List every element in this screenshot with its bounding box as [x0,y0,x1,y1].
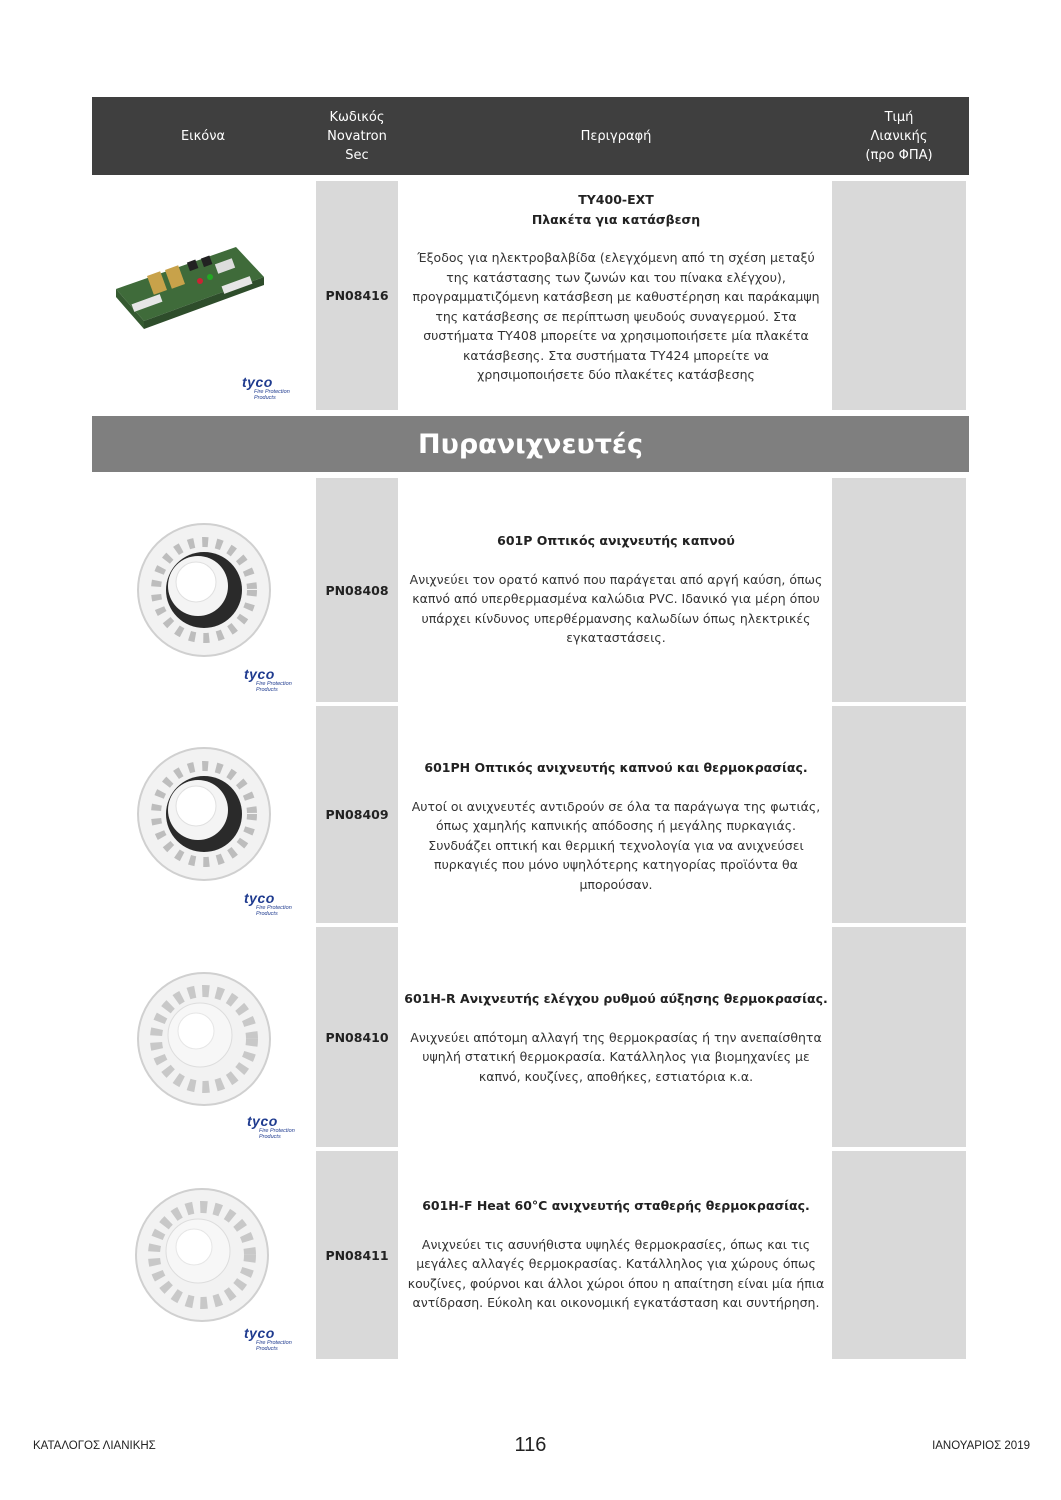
header-code: Κωδικός Novatron Sec [327,109,387,163]
page-number: 116 [514,1434,547,1456]
table-header [92,97,969,175]
product-image-cell [92,706,314,923]
product-price [832,1151,966,1359]
tyco-logo: tyco Fire Protection Products [244,890,292,917]
product-text: Ανιχνεύει τις ασυνήθιστα υψηλές θερμοκρασίες, όπως και τις μεγάλες αλλαγές θερμοκρασίας. Κατάλληλος για χώρους όπως κουζίνες, φούρνοι και άλλοι χώροι όπου η απαίτηση είναι μία ήπια αντίδραση. Εύκολη και οικονομική εγκατάσταση και συντήρηση. [407,1236,825,1310]
product-row [92,1151,969,1359]
product-code: PN08408 [316,478,398,702]
product-text: Ανιχνεύει τον ορατό καπνό που παράγεται από αργή καύση, όπως καπνό από υπερθερμασμένα καλώδια PVC. Ιδανικό για μέρη όπου υπάρχει κίνδυνος υπερθέρμανσης καλωδίων όπως ηλεκτρικές εγκαταστάσεις. [409,571,823,645]
product-subtitle: Πλακέτα για κατάσβεση [531,211,701,227]
product-price [832,181,966,410]
product-code: PN08410 [316,927,398,1147]
header-price: Τιμή Λιανικής (προ ΦΠΑ) [865,109,933,163]
product-row [92,181,969,410]
product-code: PN08411 [316,1151,398,1359]
product-row [92,927,969,1147]
footer-catalog-label: ΚΑΤΑΛΟΓΟΣ ΛΙΑΝΙΚΗΣ [33,1440,156,1452]
tyco-logo: tyco Fire Protection Products [244,1325,292,1352]
product-description [400,927,832,1147]
tyco-logo: tyco Fire Protection Products [247,1113,295,1140]
product-row [92,478,969,702]
tyco-logo: tyco Fire Protection Products [244,666,292,693]
product-title: 601P Οπτικός ανιχνευτής καπνού [497,533,735,548]
header-description: Περιγραφή [580,128,652,144]
product-description [400,1151,832,1359]
footer-date: ΙΑΝΟΥΑΡΙΟΣ 2019 [932,1440,1030,1452]
product-code: PN08409 [316,706,398,923]
heat-detector-image [92,927,314,1147]
product-image-cell [92,478,314,702]
section-title: Πυρανιχνευτές [92,416,969,472]
product-price [832,927,966,1147]
product-title: 601H-R Ανιχνευτής ελέγχου ρυθμού αύξησης θερμοκρασίας. [404,991,828,1006]
smoke-heat-detector-image [92,706,314,923]
product-description [400,478,832,702]
product-title: TY400-EXT [578,192,654,207]
product-code: PN08416 [316,181,398,410]
product-row [92,706,969,923]
product-image-cell [92,927,314,1147]
product-title: 601H-F Heat 60°C ανιχνευτής σταθερής θερμοκρασίας. [422,1198,810,1213]
tyco-logo: tyco Fire Protection Products [242,374,290,401]
product-image-cell [92,1151,314,1359]
product-price [832,478,966,702]
header-image: Εικόνα [180,128,226,144]
product-text: Αυτοί οι ανιχνευτές αντιδρούν σε όλα τα παράγωγα της φωτιάς, όπως χαμηλής καπνικής απόδοσης ή μεγάλης πυρκαγιάς. Συνδυάζει οπτική και θερμική τεχνολογία για να ανιχνεύσει πυρκαγιές που μόνο υψηλότερης κατηγορίας προϊόντα θα μπορούσαν. [411,798,821,892]
product-image-cell [92,181,314,410]
product-text: Ανιχνεύει απότομη αλλαγή της θερμοκρασίας ή την ανεπαίσθητα υψηλή στατική θερμοκρασία. Κατάλληλος για βιομηχανίες με καπνό, κουζίνες, αποθήκες, εστιατόρια κ.α. [410,1029,822,1084]
product-title: 601PH Οπτικός ανιχνευτής καπνού και θερμοκρασίας. [424,760,808,775]
product-text: Έξοδος για ηλεκτροβαλβίδα (ελεγχόμενη από τη σχέση μεταξύ της κατάστασης των ζωνών και του πίνακα ελέγχου), προγραμματιζόμενη κατάσβεση με καθυστέρηση και παράκαμψη της κατάσβεσης σε περίπτωση ψευδούς συναγερμού. Στα συστήματα TY408 μπορείτε να χρησιμοποιήσετε μία πλακέτα κατάσβεσης. Στα συστήματα TY424 μπορείτε να χρησιμοποιήσετε δύο πλακέτες κατάσβεσης [412,250,820,382]
product-price [832,706,966,923]
product-description [400,706,832,923]
product-description [400,181,832,410]
